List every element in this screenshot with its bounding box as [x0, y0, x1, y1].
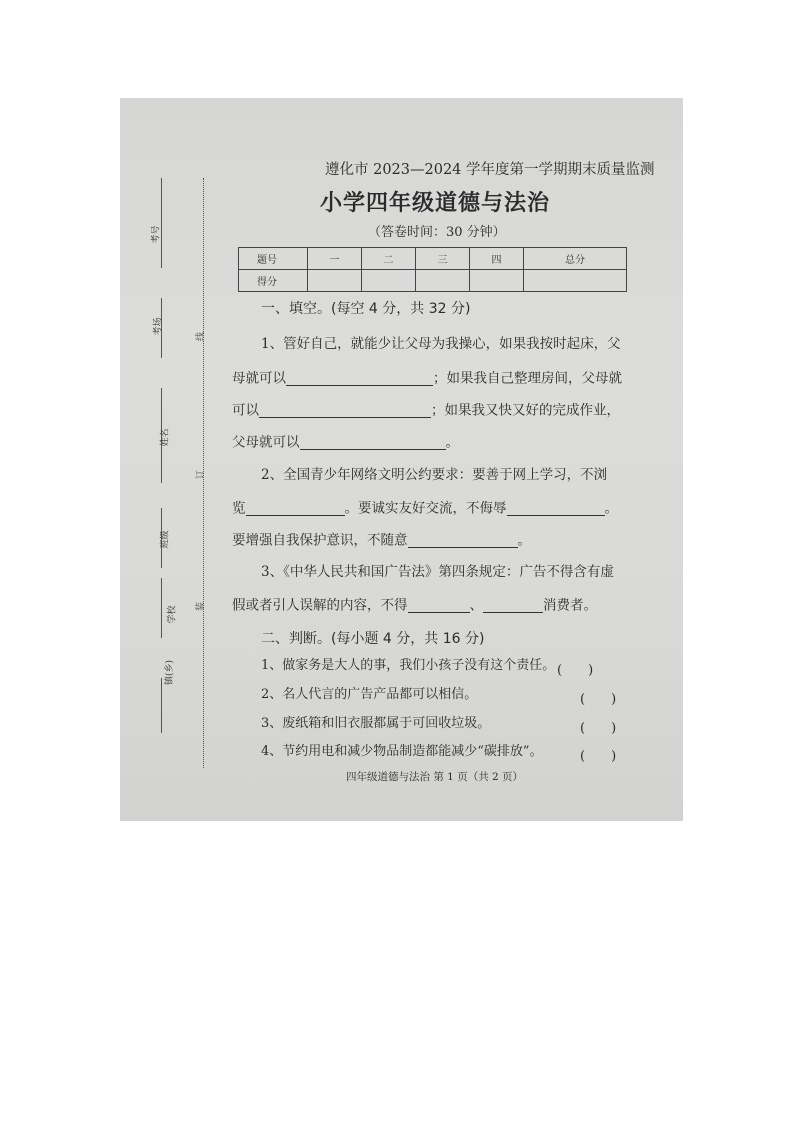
answer-blank[interactable] [286, 371, 433, 386]
answer-blank[interactable] [300, 435, 446, 450]
section2-heading: 二、判断。(每小题 4 分，共 16 分) [261, 631, 485, 647]
answer-paren[interactable]: ( ) [580, 721, 617, 736]
mark-ding: 订 [196, 469, 207, 480]
margin-line [161, 178, 162, 268]
exam-paper-photo [120, 98, 683, 821]
q1-line2 [232, 371, 622, 386]
score-cell[interactable] [523, 270, 626, 292]
judge-item: 4、节约用电和减少物品制造都能减少“碳排放”。 [261, 744, 543, 759]
answer-blank[interactable] [408, 533, 518, 548]
mark-zhuang: 装 [196, 601, 207, 612]
q3-line2 [232, 598, 597, 613]
q3-line1: 3、《中华人民共和国广告法》第四条规定：广告不得含有虚 [261, 564, 614, 580]
field-exam-room: 考场 [153, 317, 164, 336]
q1-text: 可以 [232, 402, 259, 419]
margin-line [161, 578, 162, 638]
exam-title-line1: 遵化市 2023—2024 学年度第一学期期末质量监测 [325, 162, 655, 178]
q2-text: 。 [604, 500, 618, 517]
mark-line: 线 [196, 331, 207, 342]
q2-line2 [232, 501, 618, 516]
q2-text: 览 [232, 500, 246, 517]
q1-text: 。 [445, 434, 459, 451]
q1-text: 父母就可以 [232, 434, 300, 451]
score-cell[interactable] [308, 270, 362, 292]
answer-blank[interactable] [408, 598, 470, 613]
q3-text: 消费者。 [543, 597, 597, 614]
score-header-cell: 四 [469, 248, 523, 270]
score-header-cell: 总分 [523, 248, 626, 270]
score-table [238, 247, 627, 292]
judge-item: 3、废纸箱和旧衣服都属于可回收垃圾。 [261, 716, 491, 731]
score-header-cell: 三 [415, 248, 469, 270]
field-school: 学校 [167, 605, 178, 624]
exam-title: 小学四年级道德与法治 [320, 191, 551, 216]
field-name: 姓名 [160, 428, 171, 447]
q2-text: 。要诚实友好交流，不侮辱 [344, 500, 507, 517]
q1-line3 [232, 403, 620, 418]
q2-line3 [232, 533, 531, 548]
field-class: 班级 [160, 530, 171, 549]
q1-text: 母就可以 [232, 370, 286, 387]
q3-text: 假或者引人误解的内容，不得 [232, 597, 408, 614]
q1-text: ；如果我又快又好的完成作业， [431, 402, 620, 419]
answer-blank[interactable] [259, 403, 431, 418]
section1-heading: 一、填空。(每空 4 分，共 32 分) [261, 301, 471, 317]
q1-text: ；如果我自己整理房间，父母就 [433, 370, 622, 387]
margin-line [161, 678, 162, 733]
q2-line1: 2、全国青少年网络文明公约要求：要善于网上学习，不浏 [261, 467, 608, 483]
judge-item: 1、做家务是大人的事，我们小孩子没有这个责任。 [261, 658, 556, 673]
q1-line1: 1、管好自己，就能少让父母为我操心，如果我按时起床，父 [261, 336, 621, 352]
score-cell[interactable] [415, 270, 469, 292]
answer-blank[interactable] [246, 501, 345, 516]
answer-blank[interactable] [507, 501, 605, 516]
answer-paren[interactable]: ( ) [580, 692, 617, 707]
field-township: 镇(乡) [165, 659, 176, 686]
score-cell[interactable] [469, 270, 523, 292]
score-header-cell: 题号 [239, 248, 308, 270]
q3-text: 、 [469, 597, 483, 614]
answer-blank[interactable] [483, 598, 543, 613]
score-cell[interactable] [361, 270, 415, 292]
time-note: （答卷时间：30 分钟） [368, 225, 506, 240]
score-header-cell: 二 [361, 248, 415, 270]
answer-paren[interactable]: ( ) [557, 663, 594, 678]
score-row-label: 得分 [239, 270, 308, 292]
field-exam-number: 考号 [151, 225, 162, 244]
page-footer: 四年级道德与法治 第 1 页（共 2 页） [346, 771, 524, 783]
q1-line4 [232, 435, 459, 450]
answer-paren[interactable]: ( ) [580, 749, 617, 764]
q2-text: 。 [517, 532, 531, 549]
judge-item: 2、名人代言的广告产品都可以相信。 [261, 687, 478, 702]
score-header-cell: 一 [308, 248, 362, 270]
q2-text: 要增强自我保护意识，不随意 [232, 532, 408, 549]
